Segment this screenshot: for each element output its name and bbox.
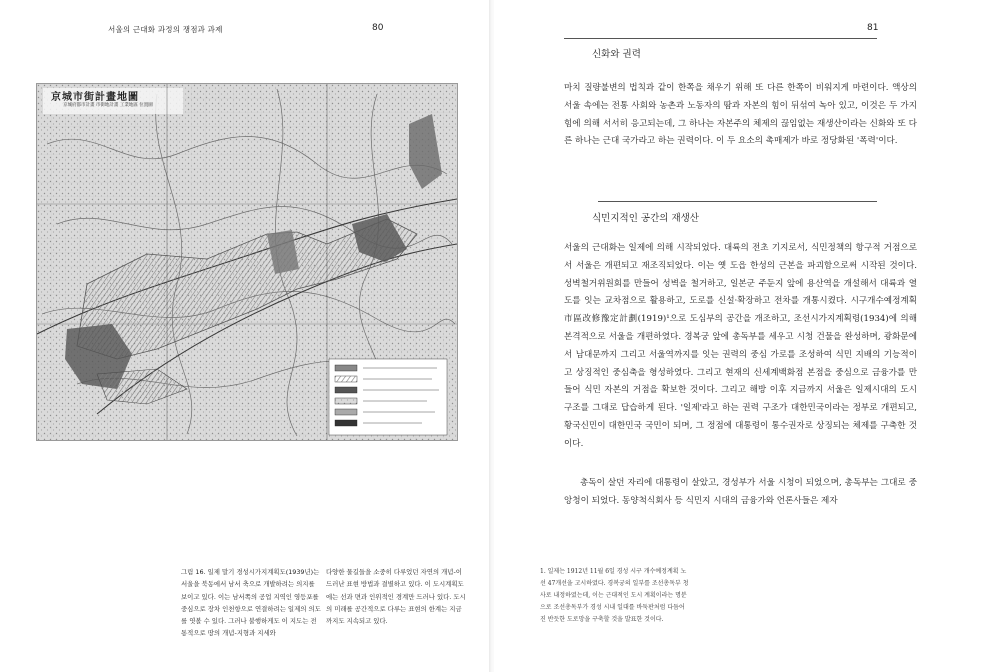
figure-caption-col2: 다양한 물길들을 소중히 다루었던 자연의 개념-이 드러난 표현 방법과 결별하고 있다. 이 도시계획도에는 선과 면과 인위적인 경계만 드러나 있다. 도시의 미래를 공간적으로 다루는 표현의 한계는 지금까지도 지속되고 있다. [326, 568, 466, 626]
city-plan-map-figure [36, 83, 458, 441]
section-heading-myth-power: 신화와 권력 [592, 49, 641, 60]
left-page [0, 0, 490, 672]
footnote-1: 1. 일제는 1912년 11월 6일 경성 시구 개수예정계획 노선 47개선을 고시하였다. 경복궁의 일부를 조선총독부 청사로 내정하였는데, 이는 근대적인 도시 계획이라는 명분으로 조선총독부가 경성 시내 일대를 바둑판처럼 다듬어진 반듯한 도로망을 구축할 것을 발표한 것이다. [540, 568, 689, 624]
map-title: 京城市街計畫地圖 [51, 92, 139, 103]
running-head: 서울의 근대화 과정의 쟁점과 과제 [108, 25, 223, 34]
map-drawing [37, 84, 457, 440]
right-page [494, 0, 984, 672]
section-rule [598, 201, 877, 202]
paragraph-colonial-space-1: 서울의 근대화는 일제에 의해 시작되었다. 대륙의 전초 기지로서, 식민정책의 항구적 거점으로서 서울은 개편되고 재조직되었다. 이는 옛 도읍 한성의 근본을 파괴함으로써 시작된 것이다. 성벽철거위원회를 만들어 성벽을 철거하고, 일본군 주둔지 앞에 용산역을 개설해서 대륙과 열도를 잇는 교차점으로 활용하고, 도로를 신설·확장하고 전차를 개통시켰다. 시구개수예정계획市區改修豫定計劃(1919)¹으로 도심부의 공간을 개조하고, 조선시가지계획령(1934)에 의해 본격적으로 서울을 개편하였다. 경복궁 앞에 총독부를 세우고 시청 건물을 완성하며, 광화문에서 남대문까지 그리고 서울역까지를 잇는 권력의 중심 가로를 조성하여 식민 지배의 기능적이고 상징적인 중심축을 형성하였다. 그리고 현재의 신세계백화점 본점을 중심으로 금융가를 만들어 식민 자본의 거점을 확보한 것이다. 그리고 해방 이후 지금까지 서울은 일제시대의 도시 구조를 그대로 답습하게 된다. '일제'라고 하는 권력 구조가 대한민국이라는 정부로 개편되고, 황국신민이 대한민국 국민이 되며, 그 정점에 대통령이 통수권자로 상징되는 체제를 구축한 것이다. [564, 243, 917, 449]
page-number-right: 81 [867, 23, 879, 33]
map-subtitle: 京城府都市計畫 市街地計畫 工業地區 位置圖 [63, 103, 153, 108]
section-heading-colonial-space: 식민지적인 공간의 재생산 [592, 213, 699, 224]
paragraph-colonial-space-2: 총독이 살던 자리에 대통령이 살았고, 경성부가 서울 시청이 되었으며, 총독부는 그대로 중앙청이 되었다. 동양척식회사 등 식민지 시대의 금융가와 언론사들은 제자 [564, 478, 917, 506]
paragraph-myth-power: 마치 질량불변의 법칙과 같이 한쪽을 채우기 위해 또 다른 한쪽이 비워지게 마련이다. 액상의 서울 속에는 전통 사회와 농촌과 노동자의 땀과 자본의 힘이 뒤섞여 녹아 있고, 이것은 두 가지 힘에 의해 서서히 응고되는데, 그 하나는 자본주의 체제의 끊임없는 재생산이라는 신화와 또 다른 하나는 근대 국가라고 하는 권력이다. 이 두 요소의 촉매제가 바로 정당화된 '폭력'이다. [564, 83, 917, 147]
header-rule [564, 38, 877, 39]
page-number-left: 80 [372, 23, 384, 33]
figure-caption-col1: 그림 16. 일제 말기 경성시가지계획도(1939년)는 서울을 북동에서 남서 축으로 개발하려는 의지를 보이고 있다. 이는 남서쪽의 공업 지역인 영등포를 중심으로 장차 인천항으로 연결하려는 일제의 의도를 엿볼 수 있다. 그러나 불행하게도 이 지도는 전통적으로 땅의 개념-지형과 지세와 [181, 568, 321, 638]
